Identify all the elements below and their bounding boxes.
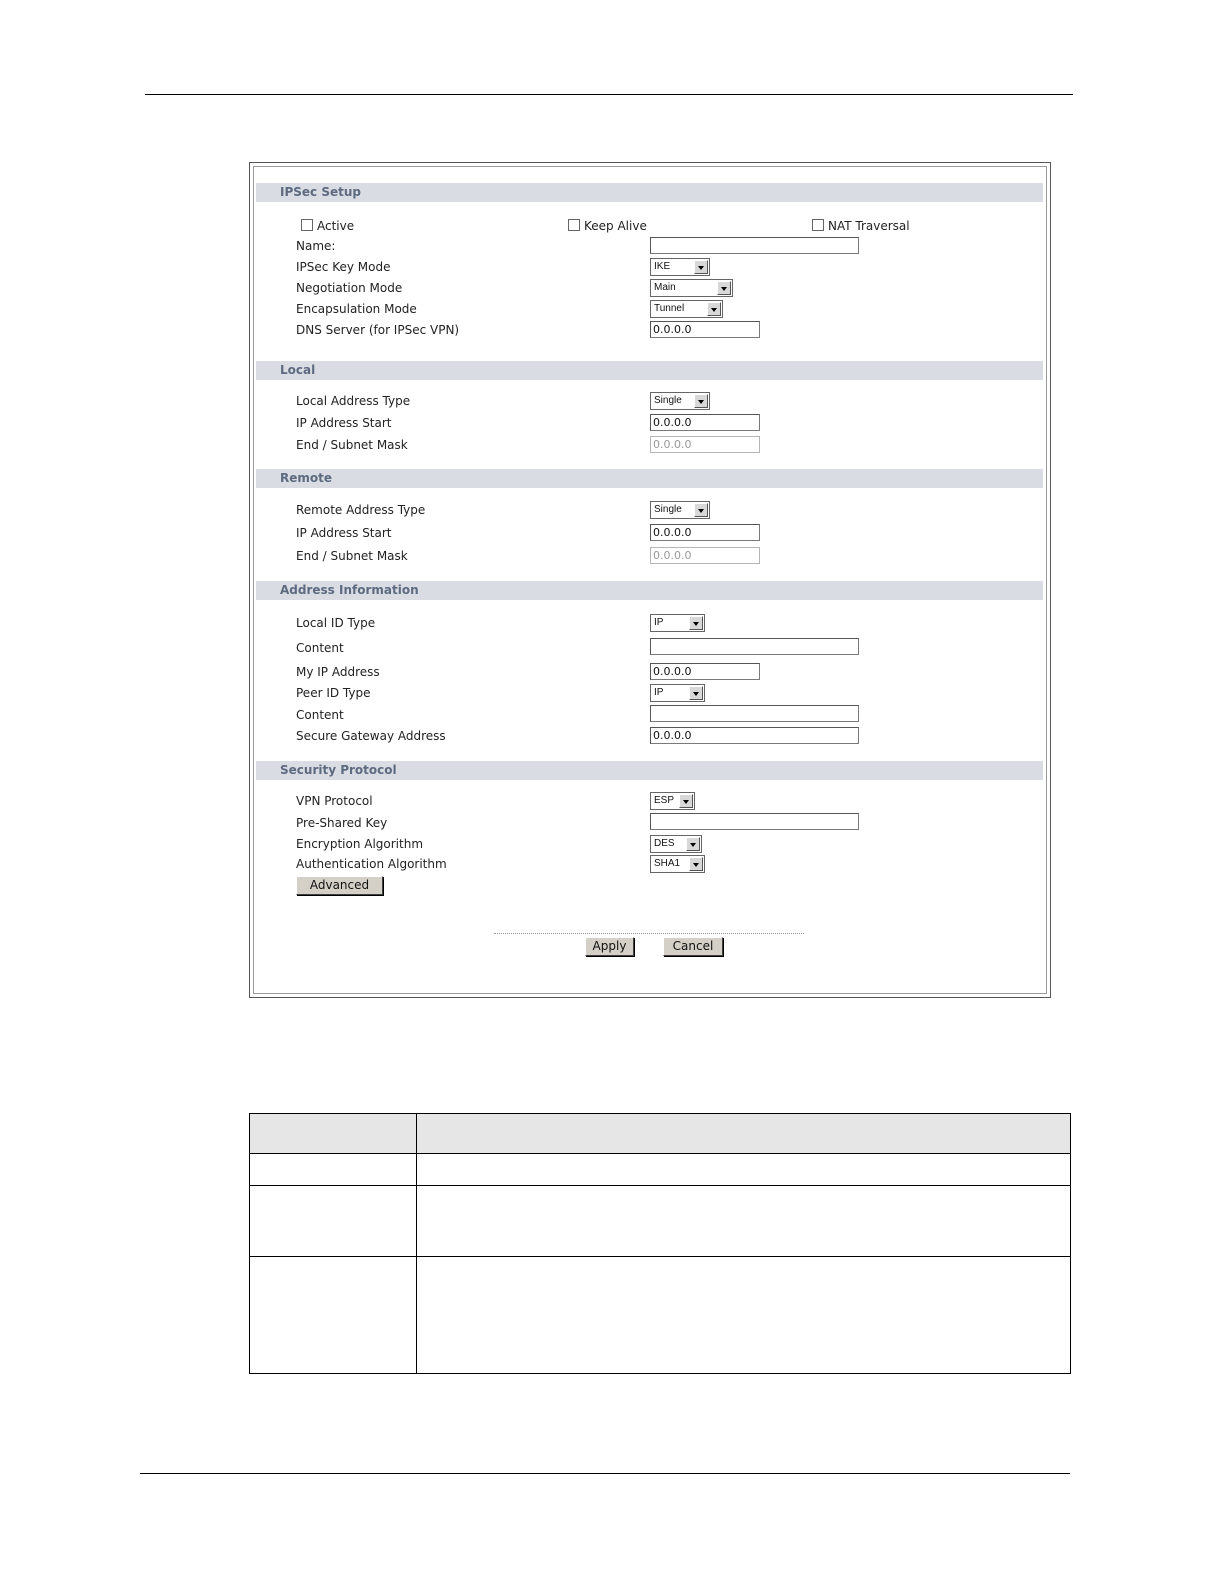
chevron-down-icon[interactable]: [689, 616, 703, 630]
remote-end-mask-label: End / Subnet Mask: [296, 549, 408, 563]
section-address-information: [256, 581, 1043, 600]
local-id-type-label: Local ID Type: [296, 616, 376, 630]
encryption-algorithm-select[interactable]: [650, 835, 702, 853]
apply-button[interactable]: Apply: [585, 937, 634, 956]
encapsulation-mode-value: Tunnel: [654, 303, 685, 314]
negotiation-mode-value: Main: [654, 282, 676, 293]
checkbox-box[interactable]: [812, 219, 824, 231]
encryption-algorithm-value: DES: [654, 838, 675, 849]
chevron-down-icon[interactable]: [694, 503, 708, 517]
table-cell: [417, 1154, 1071, 1186]
checkbox-box[interactable]: [301, 219, 313, 231]
local-id-type-value: IP: [654, 617, 664, 628]
vpn-protocol-value: ESP: [654, 795, 675, 806]
table-header-row: [250, 1114, 1071, 1154]
remote-end-mask-input[interactable]: 0.0.0.0: [650, 547, 760, 564]
peer-content-input[interactable]: [650, 705, 859, 722]
negotiation-mode-label: Negotiation Mode: [296, 281, 403, 295]
chevron-down-icon[interactable]: [689, 857, 703, 871]
advanced-button[interactable]: Advanced: [296, 876, 383, 895]
key-mode-select[interactable]: [650, 258, 710, 276]
section-ipsec-setup: [256, 183, 1043, 202]
pre-shared-key-label: Pre-Shared Key: [296, 816, 388, 830]
my-ip-address-label: My IP Address: [296, 665, 380, 679]
local-ip-start-label: IP Address Start: [296, 416, 392, 430]
table-header-cell: [417, 1114, 1071, 1154]
divider: [494, 933, 804, 934]
key-mode-label: IPSec Key Mode: [296, 260, 391, 274]
dns-server-label: DNS Server (for IPSec VPN): [296, 323, 460, 337]
local-content-input[interactable]: [650, 638, 859, 655]
chevron-down-icon[interactable]: [694, 394, 708, 408]
section-title: Remote: [280, 471, 333, 485]
authentication-algorithm-label: Authentication Algorithm: [296, 857, 447, 871]
local-id-type-select[interactable]: [650, 614, 705, 632]
chevron-down-icon[interactable]: [717, 281, 731, 295]
key-mode-value: IKE: [654, 261, 671, 272]
section-title: IPSec Setup: [280, 185, 361, 199]
page-footer-rule: [140, 1473, 1070, 1474]
remote-address-type-select[interactable]: [650, 501, 710, 519]
local-end-mask-input[interactable]: 0.0.0.0: [650, 436, 760, 453]
encapsulation-mode-label: Encapsulation Mode: [296, 302, 417, 316]
my-ip-address-input[interactable]: 0.0.0.0: [650, 663, 760, 680]
section-title: Local: [280, 363, 316, 377]
keep-alive-label: Keep Alive: [584, 219, 647, 233]
cancel-button[interactable]: Cancel: [663, 937, 723, 956]
active-label: Active: [317, 219, 355, 233]
keep-alive-checkbox[interactable]: [568, 219, 647, 233]
name-input[interactable]: [650, 237, 859, 254]
local-address-type-label: Local Address Type: [296, 394, 411, 408]
table-header-cell: [250, 1114, 417, 1154]
chevron-down-icon[interactable]: [686, 837, 700, 851]
local-address-type-select[interactable]: [650, 392, 710, 410]
secure-gateway-label: Secure Gateway Address: [296, 729, 446, 743]
chevron-down-icon[interactable]: [679, 794, 693, 808]
remote-ip-start-label: IP Address Start: [296, 526, 392, 540]
local-end-mask-label: End / Subnet Mask: [296, 438, 408, 452]
table-cell: [250, 1257, 417, 1374]
secure-gateway-input[interactable]: 0.0.0.0: [650, 727, 859, 744]
section-title: Address Information: [280, 583, 419, 597]
authentication-algorithm-value: SHA1: [654, 858, 681, 869]
chevron-down-icon[interactable]: [689, 686, 703, 700]
remote-address-type-value: Single: [654, 504, 682, 515]
remote-address-type-label: Remote Address Type: [296, 503, 426, 517]
remote-ip-start-input[interactable]: 0.0.0.0: [650, 524, 760, 541]
table-row: [250, 1257, 1071, 1374]
peer-id-type-label: Peer ID Type: [296, 686, 371, 700]
encapsulation-mode-select[interactable]: [650, 300, 723, 318]
table-cell: [417, 1257, 1071, 1374]
field-description-table: [249, 1113, 1071, 1374]
checkbox-box[interactable]: [568, 219, 580, 231]
vpn-protocol-label: VPN Protocol: [296, 794, 373, 808]
table-cell: [250, 1154, 417, 1186]
local-address-type-value: Single: [654, 395, 682, 406]
chevron-down-icon[interactable]: [694, 260, 708, 274]
authentication-algorithm-select[interactable]: [650, 855, 705, 873]
peer-id-type-select[interactable]: [650, 684, 705, 702]
section-remote: [256, 469, 1043, 488]
pre-shared-key-input[interactable]: [650, 813, 859, 830]
negotiation-mode-select[interactable]: [650, 279, 733, 297]
peer-content-label: Content: [296, 708, 344, 722]
vpn-protocol-select[interactable]: [650, 792, 695, 810]
nat-traversal-label: NAT Traversal: [828, 219, 910, 233]
encryption-algorithm-label: Encryption Algorithm: [296, 837, 424, 851]
chevron-down-icon[interactable]: [707, 302, 721, 316]
name-label: Name:: [296, 239, 336, 253]
local-content-label: Content: [296, 641, 344, 655]
section-local: [256, 361, 1043, 380]
active-checkbox[interactable]: [301, 219, 354, 233]
section-title: Security Protocol: [280, 763, 397, 777]
peer-id-type-value: IP: [654, 687, 664, 698]
table-row: [250, 1154, 1071, 1186]
dns-server-input[interactable]: 0.0.0.0: [650, 321, 760, 338]
table-cell: [417, 1186, 1071, 1257]
section-security-protocol: [256, 761, 1043, 780]
nat-traversal-checkbox[interactable]: [812, 219, 910, 233]
table-cell: [250, 1186, 417, 1257]
table-row: [250, 1186, 1071, 1257]
local-ip-start-input[interactable]: 0.0.0.0: [650, 414, 760, 431]
page-header-rule: [145, 94, 1073, 95]
